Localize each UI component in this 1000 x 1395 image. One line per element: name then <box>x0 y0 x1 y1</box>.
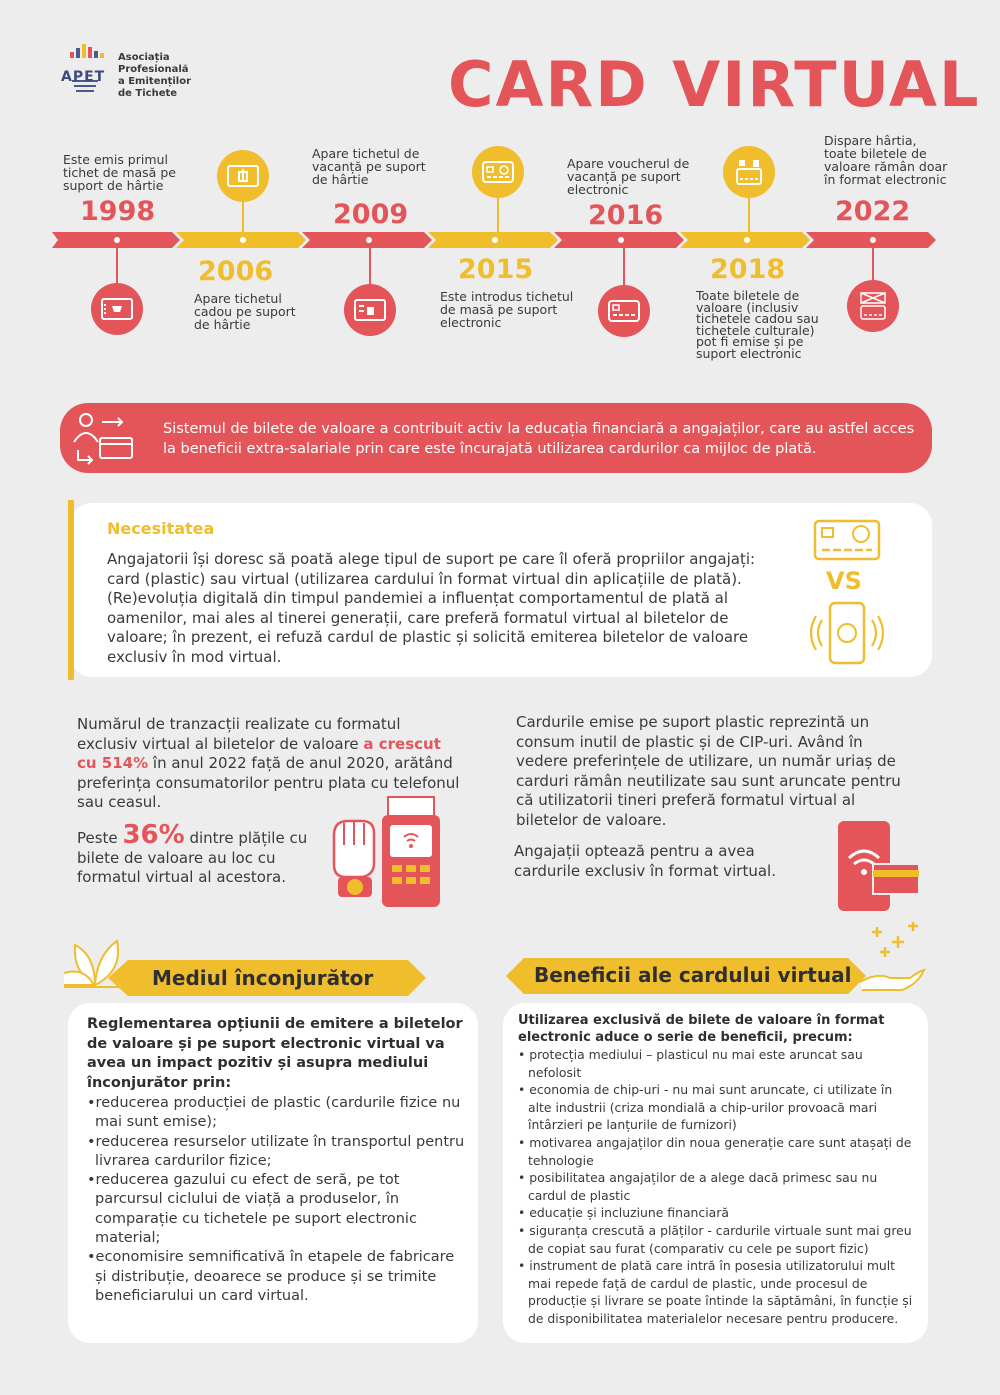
gift-ticket-icon <box>217 150 269 202</box>
list-item: • motivarea angajaților din noua generație care sunt atașați de tehnologie <box>518 1134 912 1168</box>
stat-highlight: a crescut cu 514% <box>77 734 441 772</box>
vs-label: VS <box>826 567 862 595</box>
phone-nfc-icon <box>810 600 884 670</box>
logo-line: de Tichete <box>118 88 178 99</box>
gift-card-icon <box>723 146 775 198</box>
timeline-text-1998: Este emis primul tichet de masă pe suport de hârtie <box>63 152 176 193</box>
list-item: •reducerea gazului cu efect de seră, pe tot parcursul ciclului de viață a produselor, în comparație cu tichetele pe suport electronic material; <box>87 1172 417 1247</box>
phone-card-icon <box>835 818 925 918</box>
list-item: •economisire semnificativă în etapele de fabricare și distribuție, deoarece se produce și se trimite beneficiarului un card virtual. <box>87 1249 455 1304</box>
plastic-waste-paragraph: Cardurile emise pe suport plastic reprezintă un consum inutil de plastic și de CIP-uri. Având în vedere preferințele de utilizare, un număr uriaș de carduri rămân neutilizate sau sunt aruncate pentru că utilizatorii tineri preferă formatul virtual al biletelor de valoare. <box>516 713 901 829</box>
virtual-preference-paragraph: Angajații optează pentru a avea cardurile exclusiv în format virtual. <box>514 842 776 880</box>
timeline-year-2016: 2016 <box>588 200 664 231</box>
timeline-text-2022: Dispare hârtia, toate biletele de valoare rămân doar în format electronic <box>824 133 948 187</box>
timeline-year-1998: 1998 <box>80 196 156 227</box>
timeline-stem <box>623 246 625 286</box>
logo-line: Asociația <box>118 52 170 63</box>
need-text: Angajatorii își doresc să poată alege tipul de suport pe care îl oferă propriilor angajați: card (plastic) sau virtual (utilizarea cardului în format virtual din aplicațiile de plată). (Re)evoluția digitală din timpul pandemiei a influențat comportamentul de plată al oamenilor, mai ales al tinerei generații, care preferă formatul virtual al biletelor de valoare; în prezent, ei refuză cardul de plastic și solicită emiterea biletelor de valoare exclusiv în mod virtual. <box>107 550 756 666</box>
environment-list <box>87 1094 467 1306</box>
timeline-year-2015: 2015 <box>458 254 534 285</box>
timeline-year-2006: 2006 <box>198 256 274 287</box>
list-item: • educație și incluziune financiară <box>518 1205 729 1221</box>
stat-big-number: 36% <box>122 820 185 850</box>
timeline-stem <box>497 196 499 236</box>
timeline-text-2018: Toate biletele de valoare (inclusiv tichetele cadou sau tichetele culturale) pot fi emise și pe suport electronic <box>696 288 819 361</box>
timeline-stem <box>369 246 371 286</box>
meal-card-icon <box>472 146 524 198</box>
timeline-stem <box>242 200 244 236</box>
logo-line: a Emitenților <box>118 76 192 87</box>
timeline-text-2009: Apare tichetul de vacanță pe suport de hârtie <box>312 146 426 187</box>
benefits-title: Beneficii ale cardului virtual <box>534 963 852 987</box>
stat-text: Peste <box>77 829 123 847</box>
stat-text: în anul 2022 față de anul 2020, arătând preferința consumatorilor pentru plata cu telefonul sau ceasul. <box>77 754 460 811</box>
employee-card-icon <box>72 410 136 470</box>
logo-text <box>118 52 191 100</box>
need-accent-bar <box>68 500 74 680</box>
no-paper-card-icon <box>847 280 899 332</box>
timeline-stem <box>872 246 874 282</box>
stat-text: Numărul de tranzacții realizate cu formatul exclusiv virtual al biletelor de valoare <box>77 715 401 753</box>
benefits-intro: Utilizarea exclusivă de bilete de valoare în format electronic aduce o serie de beneficii, precum: <box>518 1013 885 1045</box>
timeline-text-2006: Apare tichetul cadou pe suport de hârtie <box>194 291 296 332</box>
environment-title: Mediul înconjurător <box>152 966 374 990</box>
plastic-card-icon <box>812 518 882 566</box>
list-item: •reducerea producției de plastic (cardurile fizice nu mai sunt emise); <box>87 1095 461 1131</box>
timeline-year-2022: 2022 <box>835 196 911 227</box>
list-item: • siguranța crescută a plăților - cardurile virtuale sunt mai greu de copiat sau furat (comparativ cu cele pe suport fizic) <box>518 1222 912 1256</box>
timeline-text-2016: Apare voucherul de vacanță pe suport electronic <box>567 156 690 197</box>
paper-ticket-icon <box>91 283 143 335</box>
list-item: •reducerea resurselor utilizate în transportul pentru livrarea cardurilor fizice; <box>87 1133 465 1169</box>
vacation-ticket-icon <box>344 284 396 336</box>
pos-terminal-icon <box>330 795 460 914</box>
timeline-year-2018: 2018 <box>710 254 786 285</box>
timeline-stem <box>116 246 118 286</box>
stat-paragraph-share <box>77 820 327 888</box>
list-item: • posibilitatea angajaților de a alege dacă primesc sau nu cardul de plastic <box>518 1170 878 1203</box>
timeline-year-2009: 2009 <box>333 199 409 230</box>
timeline-text-2015: Este introdus tichetul de masă pe suport electronic <box>440 289 574 330</box>
logo-line: Profesională <box>118 64 189 75</box>
hand-sparkle-icon <box>858 922 928 998</box>
banner-text: Sistemul de bilete de valoare a contribuit activ la educația financiară a angajaților, care au astfel acces la beneficii extra-salariale prin care este încurajată utilizarea cardurilor ca mijloc de plată. <box>163 421 915 457</box>
timeline-stem <box>748 196 750 236</box>
list-item: • protecția mediului – plasticul nu mai este aruncat sau nefolosit <box>518 1047 863 1080</box>
benefits-list <box>518 1046 918 1328</box>
card-icon <box>598 285 650 337</box>
environment-intro: Reglementarea opțiunii de emitere a biletelor de valoare și pe suport electronic virtual va avea un impact pozitiv și asupra mediului înconjurător prin: <box>87 1016 463 1091</box>
stat-text: dintre plățile cu bilete de valoare au loc cu formatul virtual al acestora. <box>77 829 308 886</box>
logo-acronym: APET <box>61 69 106 85</box>
list-item: • economia de chip-uri - nu mai sunt aruncate, ci utilizate în alte industrii (criza mondială a chip-urilor provoacă mari întârzieri pe lanțurile de furnizori) <box>518 1082 893 1133</box>
list-item: • instrument de plată care intră în posesia utilizatorului mult mai repede față de cardul de plastic, unde procesul de producție și livrare se poate întinde la săptămâni, în funcție și de disponibilitatea materialelor necesare pentru producere. <box>518 1258 913 1326</box>
need-title: Necesitatea <box>107 519 215 538</box>
page-title: CARD VIRTUAL <box>448 48 981 121</box>
